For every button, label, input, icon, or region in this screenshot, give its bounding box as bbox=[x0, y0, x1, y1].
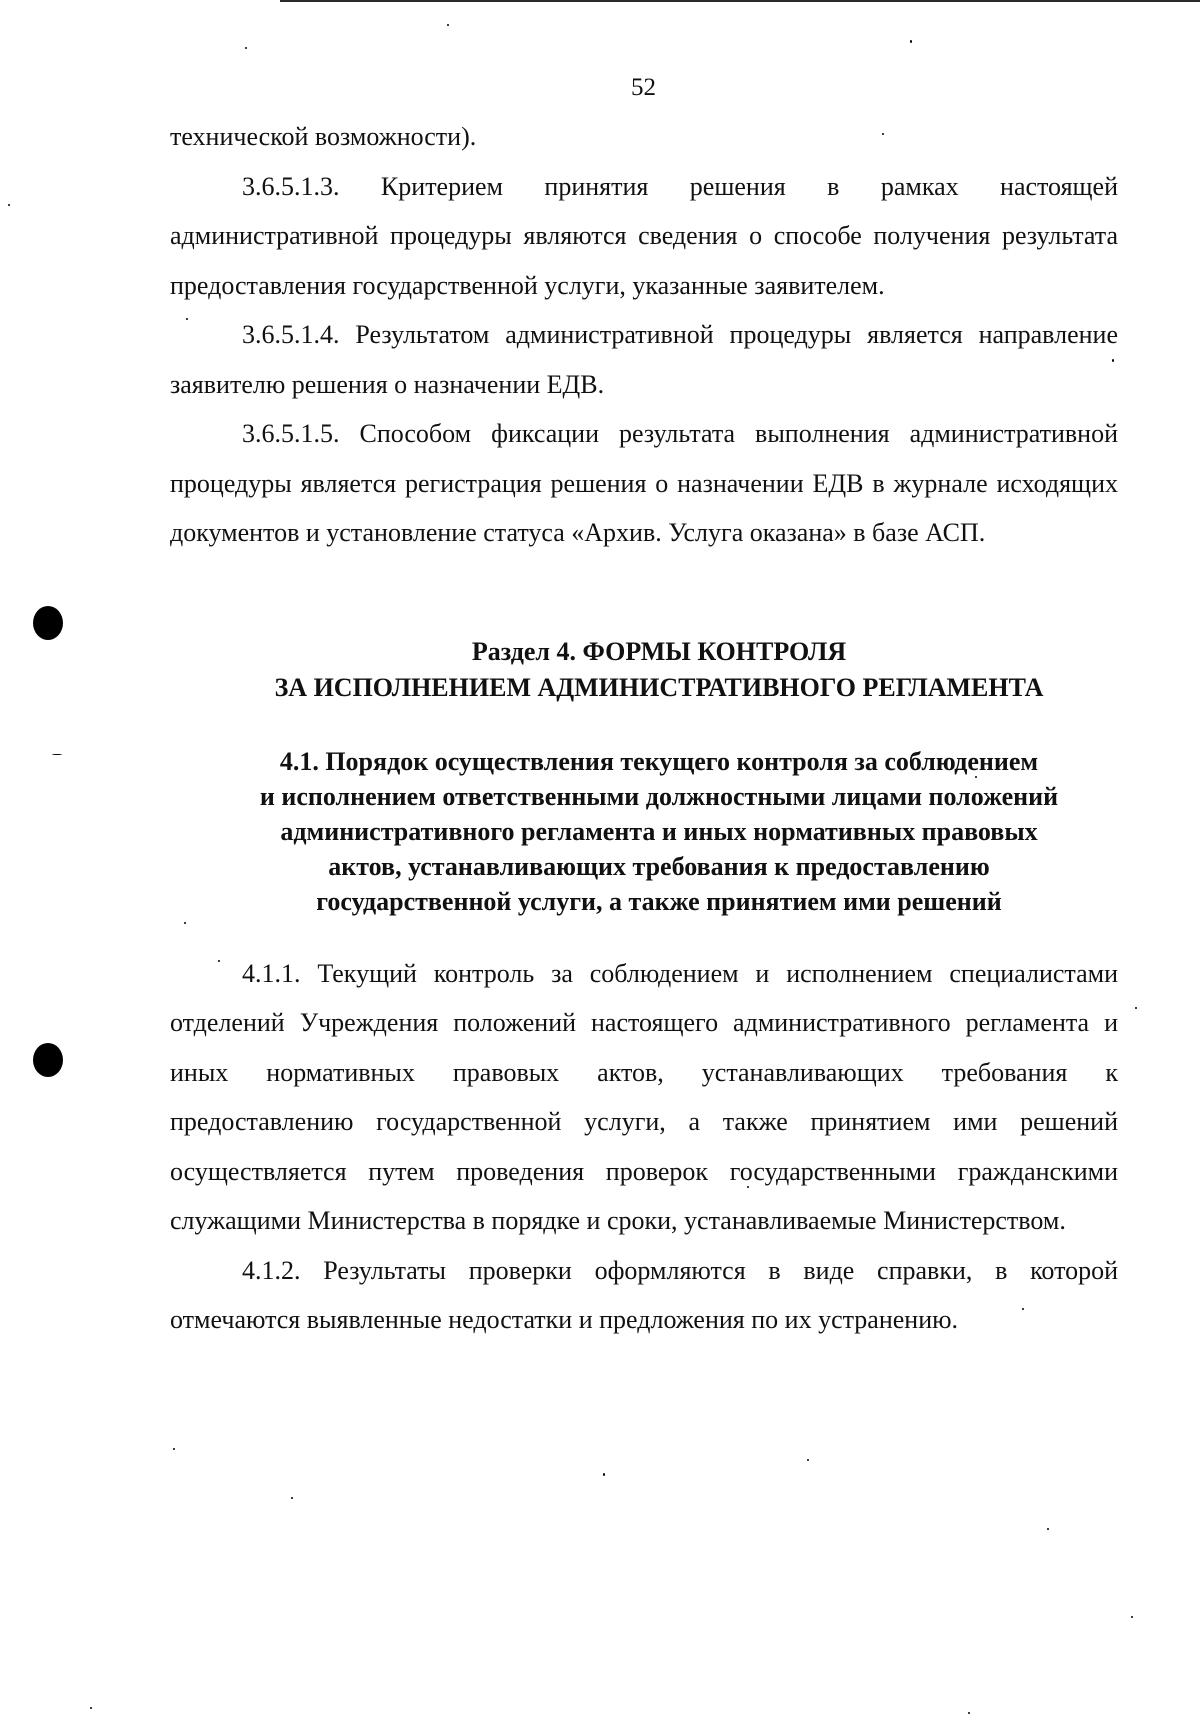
scan-speck bbox=[1047, 1528, 1049, 1530]
section-heading-line: ЗА ИСПОЛНЕНИЕМ АДМИНИСТРАТИВНОГО РЕГЛАМЕНТА bbox=[274, 672, 1044, 702]
scan-speck bbox=[968, 1712, 970, 1714]
subsection-heading-line: административного регламента и иных нормативных правовых bbox=[280, 816, 1038, 846]
paragraph-3-6-5-1-3: 3.6.5.1.3. Критерием принятия решения в рамках настоящей административной процедуры являются сведения о способе получения результата предоставления государственной услуги, указанные заявителем. bbox=[170, 171, 1118, 300]
document-body bbox=[170, 112, 1118, 1345]
scan-speck bbox=[52, 754, 62, 755]
scan-speck bbox=[184, 922, 186, 924]
punch-hole-mark bbox=[33, 1043, 63, 1077]
scan-speck bbox=[8, 204, 10, 206]
scan-speck bbox=[882, 133, 884, 135]
paragraph-4-1-1: 4.1.1. Текущий контроль за соблюдением и исполнением специалистами отделений Учреждения положений настоящего административного регламента и иных нормативных правовых актов, устанавливающих требования к предоставлению государственной услуги, а также принятием ими решений осуществляется путем проведения проверок государственными гражданскими служащими Министерства в порядке и сроки, устанавливаемые Министерством. bbox=[170, 958, 1118, 1235]
paragraph-continuation: технической возможности). bbox=[170, 122, 477, 151]
scan-speck bbox=[245, 47, 247, 49]
scan-speck bbox=[447, 24, 449, 26]
scan-speck bbox=[1112, 359, 1114, 362]
subsection-heading-line: 4.1. Порядок осуществления текущего контроля за соблюдением bbox=[279, 746, 1039, 776]
heading-spacer bbox=[170, 919, 1118, 949]
subsection-heading-line: актов, устанавливающих требования к предоставлению bbox=[328, 851, 990, 881]
paragraph-4-1-2: 4.1.2. Результаты проверки оформляются в виде справки, в которой отмечаются выявленные недостатки и предложения по их устранению. bbox=[170, 1255, 1118, 1334]
scan-speck bbox=[1131, 1616, 1133, 1618]
scan-speck bbox=[975, 776, 977, 778]
scan-speck bbox=[603, 1473, 605, 1476]
scan-speck bbox=[218, 960, 220, 962]
subsection-heading-line: и исполнением ответственными должностными лицами положений bbox=[259, 781, 1059, 811]
scan-speck bbox=[807, 1459, 809, 1461]
page-number: 52 bbox=[631, 74, 656, 101]
scan-speck bbox=[747, 1186, 749, 1188]
paragraph-3-6-5-1-5: 3.6.5.1.5. Способом фиксации результата выполнения административной процедуры является регистрация решения о назначении ЕДВ в журнале исходящих документов и установление статуса «Архив. Услуга оказана» в базе АСП. bbox=[170, 419, 1118, 547]
scan-speck bbox=[90, 1707, 92, 1709]
scan-speck bbox=[1135, 1007, 1137, 1009]
subsection-heading-line: государственной услуги, а также принятием ими решений bbox=[316, 886, 1002, 916]
scan-speck bbox=[186, 318, 188, 320]
scan-speck bbox=[910, 40, 912, 43]
top-scan-rule bbox=[280, 0, 1200, 2]
section-heading-line: Раздел 4. ФОРМЫ КОНТРОЛЯ bbox=[471, 636, 847, 666]
scan-speck bbox=[173, 1448, 175, 1450]
punch-hole-mark bbox=[33, 606, 63, 640]
paragraph-3-6-5-1-4: 3.6.5.1.4. Результатом административной процедуры является направление заявителю решения о назначении ЕДВ. bbox=[170, 320, 1118, 399]
scan-speck bbox=[291, 1497, 293, 1499]
subsection-4-1-heading bbox=[200, 744, 1118, 919]
section-4-heading bbox=[200, 634, 1118, 706]
scan-speck bbox=[1022, 1308, 1024, 1310]
